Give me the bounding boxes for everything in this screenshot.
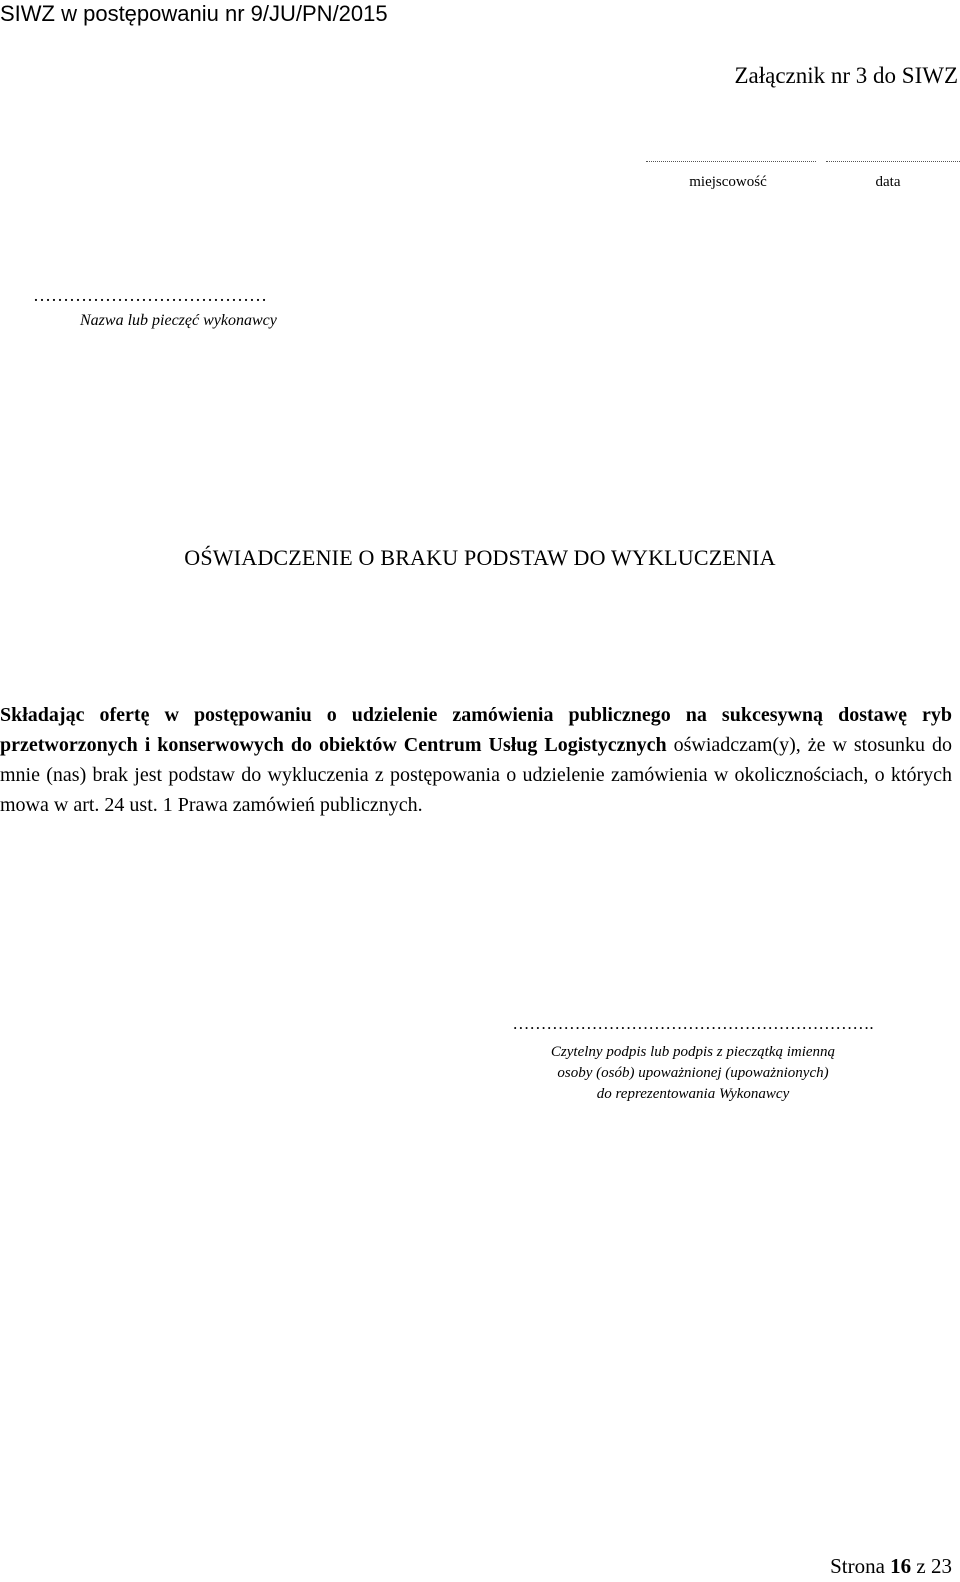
- declaration-bold-text: Składając ofertę w postępowaniu o udzielenie zamówienia publicznego na sukcesywną dostawę ryb przetworzonych i konserwowych do obiektów Centrum Usług Logistycznych: [0, 704, 952, 756]
- contractor-stamp-dots: …………………………………: [33, 285, 267, 305]
- footer-separator: z: [916, 1554, 926, 1578]
- signature-caption: [478, 1042, 908, 1105]
- page-footer: [830, 1552, 952, 1580]
- signature-caption-line-2: osoby (osób) upoważnionej (upoważnionych): [557, 1065, 829, 1081]
- signature-caption-line-3: do reprezentowania Wykonawcy: [596, 1086, 790, 1102]
- declaration-paragraph: [0, 700, 952, 820]
- place-label: miejscowość: [689, 174, 767, 190]
- footer-page-number: 16: [890, 1554, 912, 1578]
- header-title: SIWZ w postępowaniu nr 9/JU/PN/2015: [0, 1, 388, 26]
- place-dotted-line: [646, 160, 816, 162]
- date-dotted-line: [826, 160, 960, 162]
- footer-total-pages: 23: [931, 1554, 952, 1578]
- signature-dots: ……………………………………………………….: [512, 1014, 874, 1033]
- document-title: OŚWIADCZENIE O BRAKU PODSTAW DO WYKLUCZENIA: [184, 545, 776, 570]
- declaration-regular-text: oświadczam(y), że w stosunku do mnie (nas) brak jest podstaw do wykluczenia z postępowania o udzielenie zamówienia w okolicznościach, o których mowa w art. 24 ust. 1 Prawa zamówień publicznych.: [0, 734, 952, 816]
- signature-caption-line-1: Czytelny podpis lub podpis z pieczątką imienną: [550, 1044, 836, 1060]
- attachment-label: Załącznik nr 3 do SIWZ: [734, 63, 958, 88]
- footer-prefix: Strona: [830, 1554, 885, 1578]
- date-label: data: [875, 174, 901, 190]
- contractor-stamp-label: Nazwa lub pieczęć wykonawcy: [80, 312, 277, 329]
